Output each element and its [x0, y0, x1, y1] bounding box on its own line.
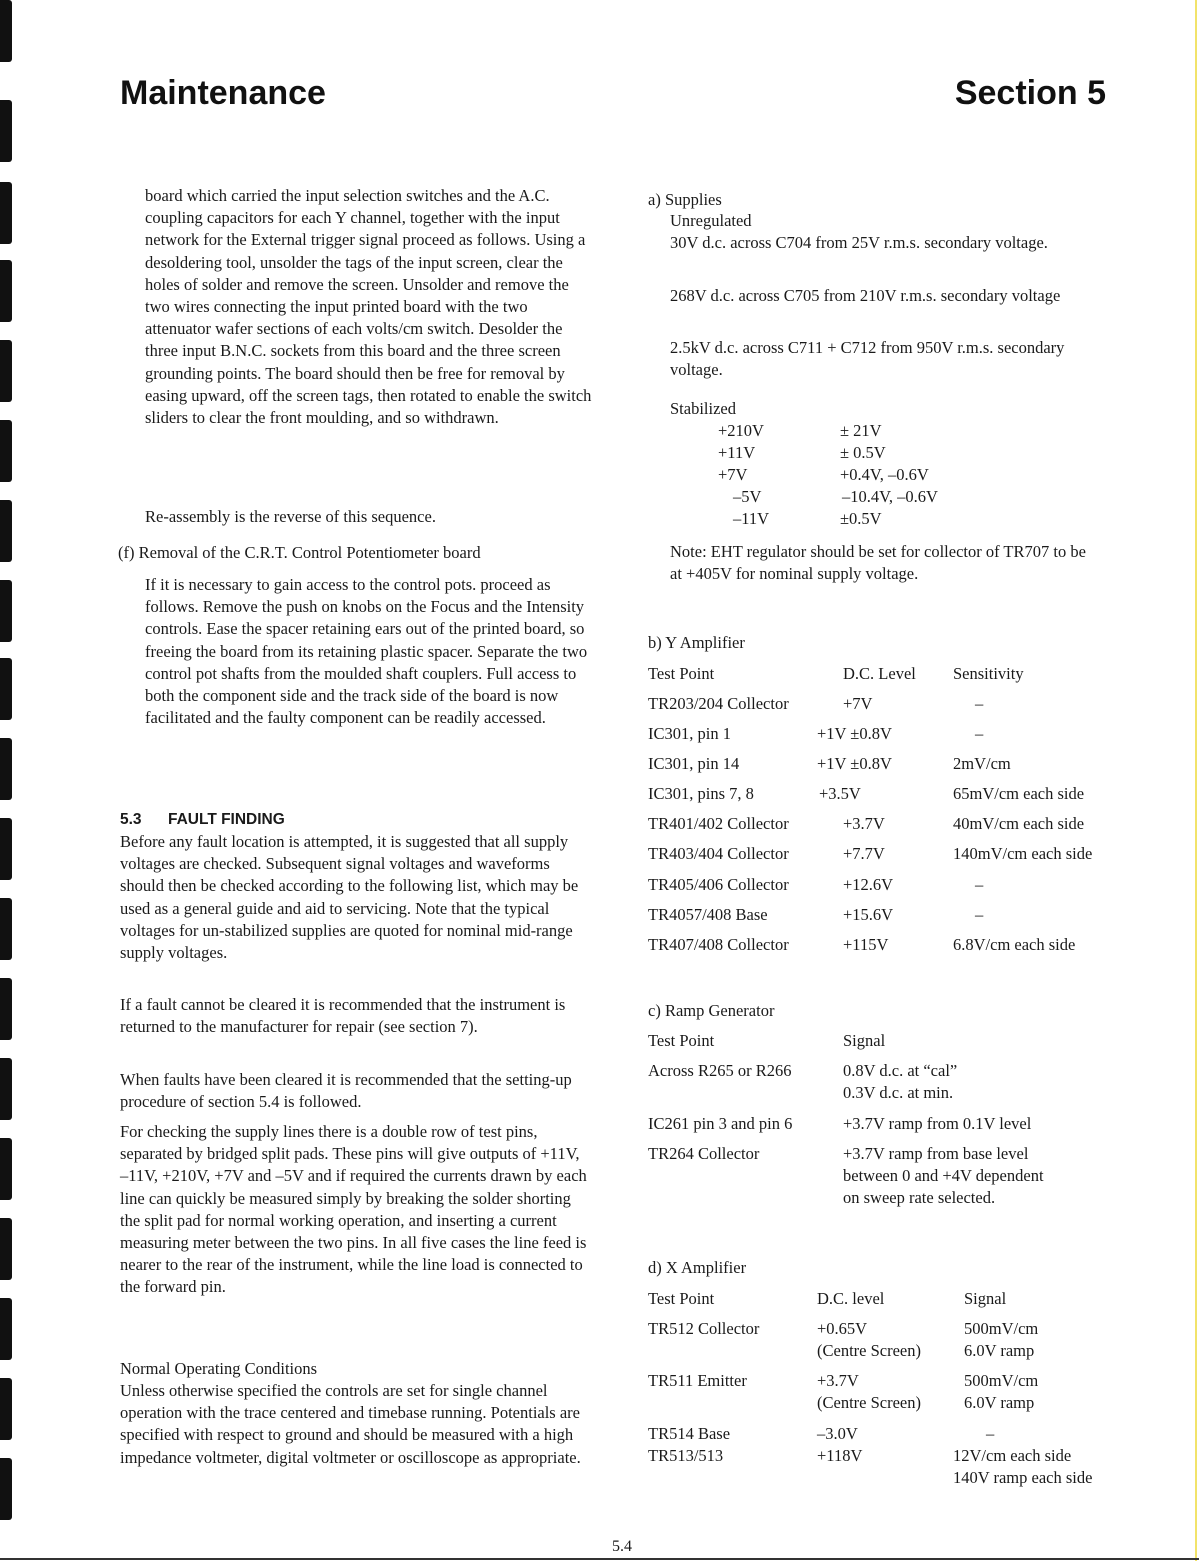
x-test-point: TR514 Base [648, 1424, 731, 1443]
fault-paragraph-4: For checking the supply lines there is a double row of test pins, separated by bridged split pads. These pins will give outputs of +11V, –11V, +210V, +7V and –5V and if required the currents drawn by each line can quickly be measured simply by breaking the solder shorting the split pad for normal working operation, and inserting a current measuring meter between the two pins. In all five cases the line feed is nearer to the rear of the instrument, while the line load is connected to the forward pin. [120, 1122, 587, 1297]
x-signal: 6.0V ramp [964, 1393, 1035, 1412]
page-number: 5.4 [612, 1538, 632, 1555]
ramp-signal: +3.7V ramp from 0.1V level [843, 1114, 1032, 1133]
stabilized-voltage: +210V [718, 421, 764, 440]
y-sensitivity: 65mV/cm each side [953, 784, 1085, 803]
supplies-title: a) Supplies [648, 190, 722, 209]
stabilized-tolerance: ±0.5V [840, 509, 882, 528]
y-test-point: IC301, pin 14 [648, 754, 740, 773]
y-test-point: TR403/404 Collector [648, 844, 789, 863]
y-test-point: TR405/406 Collector [648, 875, 789, 894]
intro-paragraph: board which carried the input selection switches and the A.C. coupling capacitors for each Y channel, together with the input network for the External trigger signal proceed as follows. Using a desoldering tool, unsolder the tags of the input screen, clear the holes of solder and remove the screen. Unsolder and remove the two wires connecting the input printed board with the two attenuator wafer sections of each volts/cm switch. Desolder the three input B.N.C. sockets from this board and the three screen grounding points. The board should then be free for removal by easing upward, off the screen tags, then rotated to enable the switch sliders to clear the front moulding, and so withdrawn. [145, 186, 592, 428]
x-dc-note: (Centre Screen) [817, 1341, 921, 1360]
y-dc-level: +115V [843, 935, 889, 954]
x-signal: 6.0V ramp [964, 1341, 1035, 1360]
x-signal: – [986, 1424, 995, 1443]
section-title: FAULT FINDING [168, 811, 285, 828]
y-header-dc-level: D.C. Level [843, 664, 916, 683]
y-sensitivity: 6.8V/cm each side [953, 935, 1076, 954]
item-f-body: If it is necessary to gain access to the control pots. proceed as follows. Remove the push on knobs on the Focus and the Intensity controls. Ease the spacer retaining ears out of the printed board, so freeing the board from its retaining plastic spacer. Separate the two control pot shafts from the moulded shaft couplers. Full access to both the component side and the track side of the board is now facilitated and the faulty component can be readily accessed. [145, 575, 588, 728]
ramp-header-test-point: Test Point [648, 1031, 715, 1050]
x-dc-level: –3.0V [817, 1424, 858, 1443]
normal-conditions-body: Unless otherwise specified the controls are set for single channel operation with the trace centered and timebase running. Potentials are specified with respect to ground and should be measured with a high impedance voltmeter, digital voltmeter or oscilloscope as appropriate. [120, 1381, 581, 1467]
y-dc-level: +12.6V [843, 875, 894, 894]
y-test-point: TR4057/408 Base [648, 905, 768, 924]
ramp-signal: +3.7V ramp from base level [843, 1144, 1029, 1163]
reassembly-text: Re-assembly is the reverse of this sequence. [145, 507, 436, 526]
bottom-rule [0, 1558, 1199, 1560]
y-test-point: IC301, pin 1 [648, 724, 731, 743]
x-dc-note: (Centre Screen) [817, 1393, 921, 1412]
y-test-point: IC301, pins 7, 8 [648, 784, 754, 803]
y-header-sensitivity: Sensitivity [953, 664, 1024, 683]
section-heading: Section 5 [954, 74, 1106, 112]
page-heading: Maintenance [120, 74, 326, 112]
y-sensitivity: 140mV/cm each side [953, 844, 1093, 863]
y-sensitivity: 2mV/cm [953, 754, 1011, 773]
y-dc-level: +3.7V [843, 814, 885, 833]
ramp-generator-title: c) Ramp Generator [648, 1001, 775, 1020]
x-amplifier-title: d) X Amplifier [648, 1258, 747, 1277]
unregulated-label: Unregulated [670, 211, 752, 230]
ramp-test-point: IC261 pin 3 and pin 6 [648, 1114, 793, 1133]
x-header-dc-level: D.C. level [817, 1289, 885, 1308]
x-header-test-point: Test Point [648, 1289, 715, 1308]
ramp-test-point: TR264 Collector [648, 1144, 760, 1163]
y-dc-level: +3.5V [819, 784, 861, 803]
x-test-point: TR512 Collector [648, 1319, 760, 1338]
y-header-test-point: Test Point [648, 664, 715, 683]
unregulated-2-5kv: 2.5kV d.c. across C711 + C712 from 950V r.m.s. secondary voltage. [670, 338, 1065, 380]
margin-line [1195, 0, 1197, 1561]
y-dc-level: +15.6V [843, 905, 894, 924]
x-signal: 500mV/cm [964, 1371, 1039, 1390]
x-header-signal: Signal [964, 1289, 1007, 1308]
ramp-test-point: Across R265 or R266 [648, 1061, 792, 1080]
y-sensitivity: – [975, 694, 984, 713]
fault-paragraph-1: Before any fault location is attempted, it is suggested that all supply voltages are checked. Subsequent signal voltages and waveforms should then be checked according to the following list, which may be used as a general guide and aid to servicing. Note that the typical voltages for un-stabilized supplies are quoted for nominal mid-range supply voltages. [120, 832, 579, 963]
y-sensitivity: 40mV/cm each side [953, 814, 1085, 833]
x-test-point: TR513/513 [648, 1446, 724, 1465]
x-dc-level: +0.65V [817, 1319, 868, 1338]
fault-paragraph-3: When faults have been cleared it is recommended that the setting-up procedure of section 5.4 is followed. [120, 1070, 572, 1112]
y-sensitivity: – [975, 875, 984, 894]
y-test-point: TR401/402 Collector [648, 814, 789, 833]
y-test-point: TR203/204 Collector [648, 694, 789, 713]
y-sensitivity: – [975, 905, 984, 924]
unregulated-268v: 268V d.c. across C705 from 210V r.m.s. secondary voltage [670, 286, 1061, 305]
stabilized-voltage: –11V [733, 509, 770, 528]
stabilized-tolerance: ± 0.5V [840, 443, 886, 462]
normal-conditions-title: Normal Operating Conditions [120, 1359, 318, 1378]
y-dc-level: +1V ±0.8V [817, 754, 892, 773]
y-amplifier-title: b) Y Amplifier [648, 633, 745, 652]
stabilized-tolerance: +0.4V, –0.6V [840, 465, 929, 484]
ramp-signal: on sweep rate selected. [843, 1188, 996, 1207]
ramp-signal: between 0 and +4V dependent [843, 1166, 1044, 1185]
y-dc-level: +1V ±0.8V [817, 724, 892, 743]
x-test-point: TR511 Emitter [648, 1371, 747, 1390]
stabilized-voltage: –5V [733, 487, 762, 506]
x-signal: 12V/cm each side [953, 1446, 1072, 1465]
ramp-signal: 0.8V d.c. at “cal” [843, 1061, 958, 1080]
unregulated-30v: 30V d.c. across C704 from 25V r.m.s. secondary voltage. [670, 233, 1048, 252]
y-sensitivity: – [975, 724, 984, 743]
x-dc-level: +3.7V [817, 1371, 859, 1390]
stabilized-voltage: +11V [718, 443, 756, 462]
eht-note: Note: EHT regulator should be set for collector of TR707 to be at +405V for nominal supply voltage. [670, 542, 1086, 584]
y-dc-level: +7V [843, 694, 873, 713]
x-signal: 140V ramp each side [953, 1468, 1093, 1487]
y-dc-level: +7.7V [843, 844, 885, 863]
stabilized-tolerance: –10.4V, –0.6V [842, 487, 938, 506]
stabilized-tolerance: ± 21V [840, 421, 882, 440]
binder-holes [0, 0, 12, 1561]
section-number: 5.3 [120, 811, 142, 828]
x-dc-level: +118V [817, 1446, 863, 1465]
stabilized-label: Stabilized [670, 399, 736, 418]
stabilized-voltage: +7V [718, 465, 748, 484]
y-test-point: TR407/408 Collector [648, 935, 789, 954]
ramp-signal: 0.3V d.c. at min. [843, 1083, 954, 1102]
item-f-title: (f) Removal of the C.R.T. Control Potentiometer board [118, 543, 481, 562]
ramp-header-signal: Signal [843, 1031, 886, 1050]
fault-paragraph-2: If a fault cannot be cleared it is recommended that the instrument is returned to the manufacturer for repair (see section 7). [120, 995, 566, 1037]
x-signal: 500mV/cm [964, 1319, 1039, 1338]
